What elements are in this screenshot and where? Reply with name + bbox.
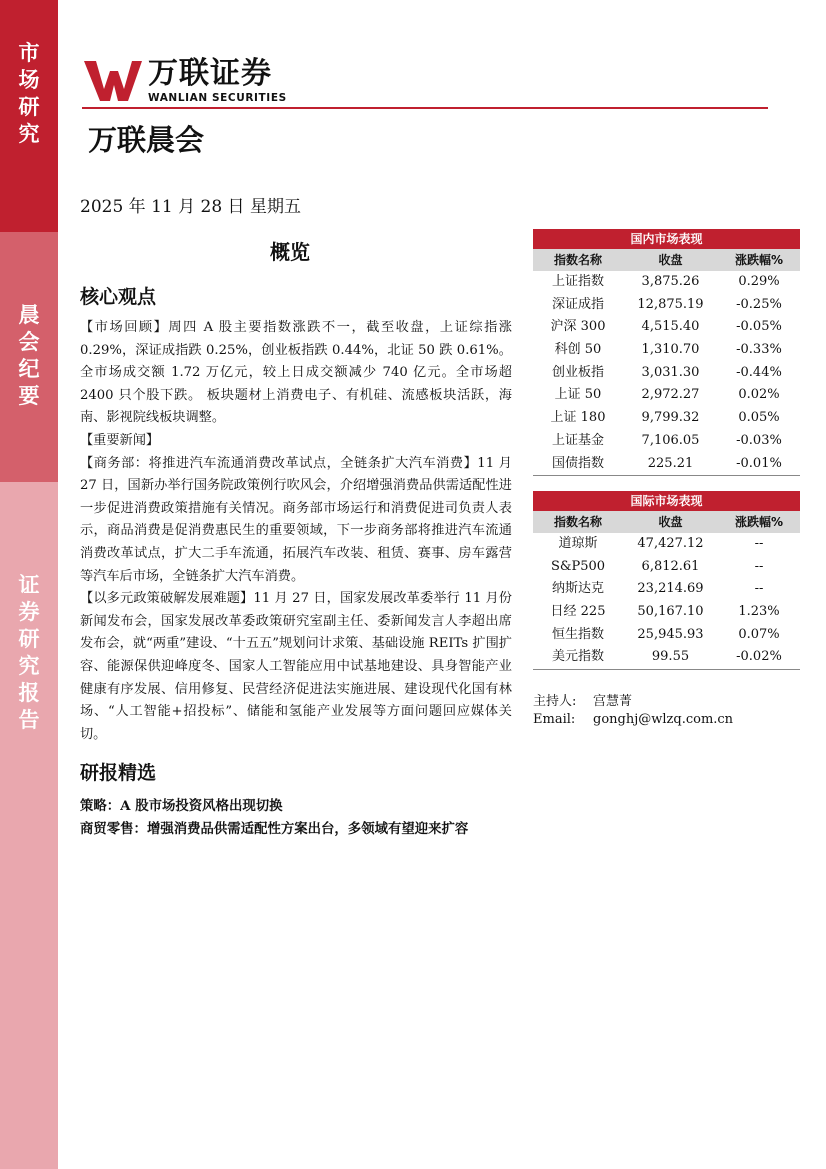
change-value: -- <box>754 581 764 597</box>
report-selection-heading: 研报精选 <box>80 762 157 784</box>
change-value: -0.03% <box>736 432 782 448</box>
sidebar <box>0 0 58 1169</box>
table-header-row <box>533 249 800 271</box>
close-value: 3,875.26 <box>641 274 700 289</box>
sidebar-char: 报 <box>18 681 40 705</box>
close-value: 99.55 <box>651 649 690 665</box>
change-value: 0.05% <box>738 410 780 426</box>
table-row <box>533 271 800 294</box>
table-row <box>533 384 800 407</box>
index-name: 纳斯达克 <box>551 581 604 597</box>
sidebar-char: 告 <box>18 708 40 732</box>
international-table-title: 国际市场表现 <box>533 491 800 511</box>
sidebar-char: 券 <box>18 600 40 624</box>
change-value: 0.29% <box>738 274 780 289</box>
sidebar-char: 研 <box>18 627 40 651</box>
host-info <box>533 690 633 709</box>
report-item[interactable]: 商贸零售：增强消费品供需适配性方案出台，多领域有望迎来扩容 <box>80 821 469 837</box>
email-address[interactable]: gonghj@wlzq.com.cn <box>593 712 734 727</box>
index-name: 上证基金 <box>551 432 604 448</box>
index-name: 深证成指 <box>551 296 604 312</box>
index-name: 国债指数 <box>551 455 604 471</box>
change-value: -0.05% <box>736 319 782 335</box>
report-item[interactable]: 策略：A 股市场投资风格出现切换 <box>80 798 283 814</box>
index-name: 上证 50 <box>554 387 602 403</box>
sidebar-char: 证 <box>18 573 40 597</box>
table-row <box>533 430 800 453</box>
table-row <box>533 362 800 385</box>
change-value: -- <box>754 558 764 574</box>
col-change: 涨跌幅% <box>734 253 784 267</box>
close-value: 12,875.19 <box>637 296 704 312</box>
change-value: -0.02% <box>736 649 782 665</box>
index-name: 上证 180 <box>550 410 606 426</box>
sidebar-char: 究 <box>18 122 40 146</box>
close-value: 47,427.12 <box>637 536 704 551</box>
change-value: -0.33% <box>736 342 782 358</box>
close-value: 4,515.40 <box>641 319 700 335</box>
index-name: 恒生指数 <box>551 626 604 642</box>
table-row <box>533 533 800 556</box>
index-name: 上证指数 <box>551 274 604 289</box>
domestic-table-title: 国内市场表现 <box>533 229 800 249</box>
change-value: -0.01% <box>736 455 782 471</box>
report-date: 2025 年 11 月 28 日 星期五 <box>80 197 301 217</box>
host-label: 主持人: <box>533 694 577 709</box>
change-value: 0.07% <box>738 626 780 642</box>
logo-chinese-name: 万联证券 <box>148 56 272 91</box>
domestic-market-table <box>533 229 800 476</box>
close-value: 2,972.27 <box>641 387 700 403</box>
sidebar-research-report <box>0 482 58 1169</box>
close-value: 6,812.61 <box>641 558 700 574</box>
change-value: 1.23% <box>738 604 780 620</box>
sidebar-char: 晨 <box>18 303 40 327</box>
index-name: 日经 225 <box>550 604 606 620</box>
company-logo <box>82 58 287 104</box>
overview-heading: 概览 <box>270 240 310 264</box>
paragraph-market-review: 【市场回顾】周四 A 股主要指数涨跌不一，截至收盘，上证综指涨 0.29%，深证成指跌 0.25%，创业板指跌 0.44%，北证 50 跌 0.61%。全市场成交额 1.72 万亿元，较上日成交额减少 740 亿元。全市场超 2400 只个股下跌。 板块题材上消费电子、有机硅、流感板块活跃，海南、影视院线板块调整。 <box>80 320 512 426</box>
close-value: 23,214.69 <box>637 581 704 597</box>
table-row <box>533 339 800 362</box>
paragraph-commerce-news: 【商务部：将推进汽车流通消费改革试点，全链条扩大汽车消费】11 月 27 日，国新办举行国务院政策例行吹风会，介绍增强消费品供需适配性进一步促进消费政策措施有关情况。商务部市场运行和消费促进司负责人表示，商品消费是促消费惠民生的重要领域，下一步商务部将推进汽车流通消费改革试点，扩大二手车流通，拓展汽车改装、租赁、赛事、房车露营等汽车后市场，全链条扩大汽车消费。 <box>80 455 512 584</box>
change-value: -0.25% <box>736 296 782 312</box>
email-label: Email: <box>533 712 576 727</box>
sidebar-morning-notes <box>0 232 58 482</box>
wanlian-logo-icon <box>82 59 144 103</box>
paragraph-ndrc-news: 【以多元政策破解发展难题】11 月 27 日，国家发展改革委举行 11 月份新闻发布会，国家发展改革委政策研究室副主任、委新闻发言人李超出席发布会，就“两重”建设、“十五五”规划问计求策、基础设施 REITs 扩围扩容、能源保供迎峰度冬、国家人工智能应用中试基地建设、具身智能产业健康有序发展、信用修复、民营经济促进法实施进展、建设现代化国有林场、“人工智能+招投标”、储能和氢能产业发展等方面问题回应媒体关切。 <box>80 591 512 742</box>
close-value: 7,106.05 <box>641 432 700 448</box>
page-title: 万联晨会 <box>88 123 205 157</box>
table-row <box>533 624 800 647</box>
paragraph-news-heading: 【重要新闻】 <box>80 432 160 448</box>
sidebar-char: 要 <box>18 384 40 408</box>
index-name: S&P500 <box>550 558 606 574</box>
table-row <box>533 646 800 670</box>
table-row <box>533 316 800 339</box>
index-name: 科创 50 <box>554 342 602 358</box>
change-value: -- <box>754 536 764 551</box>
sidebar-char: 会 <box>18 330 40 354</box>
core-views-heading: 核心观点 <box>80 286 157 308</box>
host-name: 宫慧菁 <box>593 694 633 709</box>
table-row <box>533 407 800 430</box>
table-row <box>533 453 800 477</box>
col-index-name: 指数名称 <box>553 253 602 267</box>
close-value: 9,799.32 <box>641 410 700 426</box>
international-market-table <box>533 491 800 670</box>
close-value: 1,310.70 <box>641 342 700 358</box>
change-value: -0.44% <box>736 364 782 380</box>
close-value: 50,167.10 <box>637 604 704 620</box>
col-change: 涨跌幅% <box>734 515 784 529</box>
sidebar-char: 市 <box>18 41 40 65</box>
index-name: 沪深 300 <box>550 319 606 335</box>
index-name: 美元指数 <box>551 649 604 665</box>
table-row <box>533 601 800 624</box>
index-name: 道琼斯 <box>558 536 598 551</box>
col-close: 收盘 <box>658 253 683 267</box>
header-rule <box>82 107 768 109</box>
logo-english-name: WANLIAN SECURITIES <box>148 92 287 104</box>
email-info <box>533 712 734 727</box>
index-name: 创业板指 <box>551 364 604 380</box>
table-header-row <box>533 511 800 533</box>
sidebar-char: 场 <box>18 68 40 92</box>
sidebar-market-research <box>0 0 58 232</box>
table-row <box>533 578 800 601</box>
change-value: 0.02% <box>738 387 780 403</box>
table-row <box>533 556 800 579</box>
sidebar-char: 纪 <box>18 357 40 381</box>
close-value: 3,031.30 <box>641 364 700 380</box>
core-views-body <box>80 317 512 746</box>
col-index-name: 指数名称 <box>553 515 602 529</box>
table-row <box>533 294 800 317</box>
close-value: 25,945.93 <box>637 626 704 642</box>
sidebar-char: 研 <box>18 95 40 119</box>
close-value: 225.21 <box>647 455 694 471</box>
col-close: 收盘 <box>658 515 683 529</box>
sidebar-char: 究 <box>18 654 40 678</box>
